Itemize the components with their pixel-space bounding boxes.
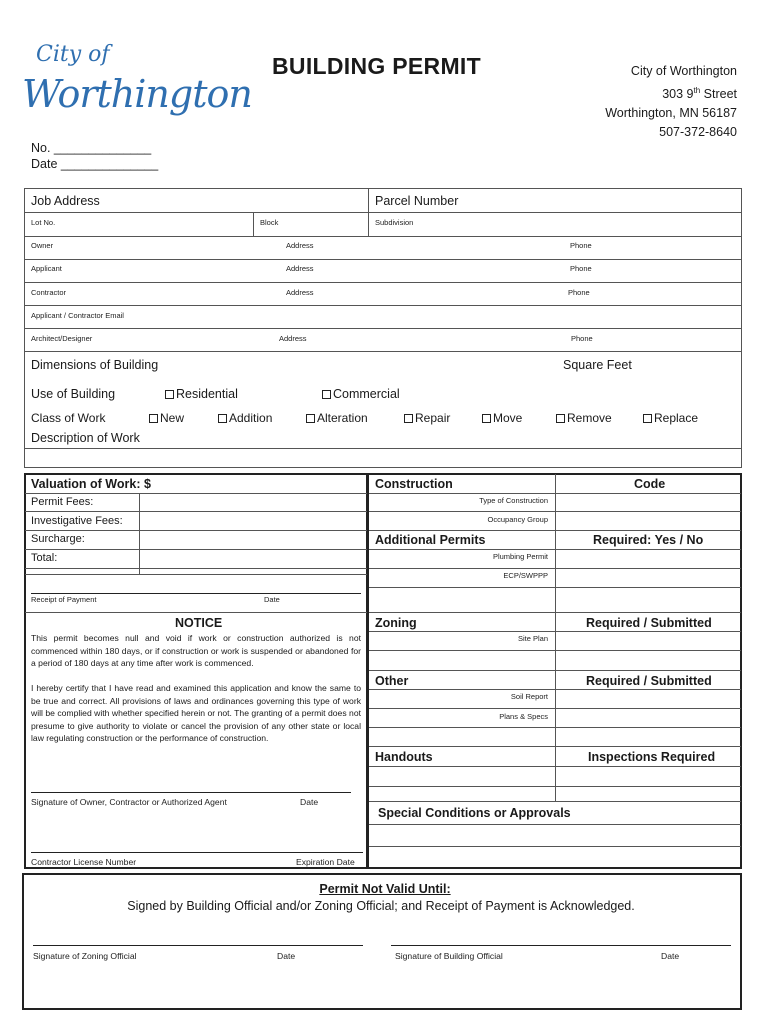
permit-no[interactable]: No. ______________ [31, 141, 152, 155]
description-field[interactable]: Description of Work [31, 431, 140, 445]
use-of-building-label: Use of Building [31, 387, 116, 401]
receipt-of-payment[interactable]: Receipt of Payment [31, 595, 97, 604]
type-of-construction-field[interactable]: Type of Construction [479, 496, 548, 505]
contractor-phone-field[interactable]: Phone [568, 288, 590, 297]
class-new-checkbox[interactable] [149, 411, 184, 425]
additional-permits-header: Additional Permits [375, 533, 486, 547]
class-remove-checkbox[interactable] [556, 411, 612, 425]
subdivision-field[interactable]: Subdivision [375, 218, 414, 227]
permit-fees-field[interactable]: Permit Fees: [31, 496, 94, 508]
sig-zoning-official[interactable]: Signature of Zoning Official [33, 951, 137, 961]
applicant-address-field[interactable]: Address [286, 264, 314, 273]
ecp-swppp-field[interactable]: ECP/SWPPP [503, 571, 548, 580]
construction-header: Construction [375, 477, 453, 491]
architect-field[interactable]: Architect/Designer [31, 334, 93, 343]
sig-zoning-date[interactable]: Date [277, 951, 296, 961]
architect-phone-field[interactable]: Phone [571, 334, 593, 343]
checkbox-icon [404, 414, 413, 423]
expiration-date-field[interactable]: Expiration Date [296, 857, 355, 867]
logo-line1: City of [36, 42, 110, 67]
class-new-label: New [160, 411, 185, 425]
street-sup: th [693, 86, 701, 95]
checkbox-icon [322, 390, 331, 399]
dimensions-field[interactable]: Dimensions of Building [31, 358, 159, 372]
zoning-required-submitted-header: Required / Submitted [586, 616, 712, 630]
class-alteration-checkbox[interactable] [306, 411, 368, 425]
handouts-header: Handouts [375, 750, 433, 764]
other-header: Other [375, 674, 409, 688]
contractor-field[interactable]: Contractor [31, 288, 67, 297]
parcel-number-field[interactable]: Parcel Number [375, 194, 459, 208]
owner-field[interactable]: Owner [31, 241, 54, 250]
contact-name: City of Worthington [630, 64, 737, 78]
residential-label: Residential [176, 387, 238, 401]
plans-specs-field[interactable]: Plans & Specs [499, 712, 548, 721]
contact-block [537, 62, 737, 142]
class-of-work-label: Class of Work [31, 411, 106, 425]
class-replace-label: Replace [654, 411, 699, 425]
checkbox-icon [482, 414, 491, 423]
residential-checkbox[interactable] [165, 387, 238, 401]
city-logo [22, 42, 252, 132]
code-header: Code [634, 477, 666, 491]
zoning-header: Zoning [375, 616, 417, 630]
class-move-label: Move [493, 411, 523, 425]
plumbing-permit-field[interactable]: Plumbing Permit [492, 552, 548, 561]
contact-city: Worthington, MN 56187 [605, 106, 737, 121]
soil-report-field[interactable]: Soil Report [510, 692, 548, 701]
contractor-address-field[interactable]: Address [286, 288, 314, 297]
checkbox-icon [556, 414, 565, 423]
applicant-field[interactable]: Applicant [31, 264, 62, 273]
class-replace-checkbox[interactable] [643, 411, 698, 425]
job-address-field[interactable]: Job Address [31, 194, 100, 208]
notice-paragraph-1: This permit becomes null and void if work or construction authorized is not commenced within 180 days, or if construction or work is suspended or abandoned for a period of 180 days at any time after work is commenced. [31, 633, 361, 669]
page-title: BUILDING PERMIT [272, 53, 481, 79]
special-conditions-header: Special Conditions or Approvals [378, 806, 571, 820]
checkbox-icon [149, 414, 158, 423]
block-field[interactable]: Block [260, 218, 279, 227]
sig-building-date[interactable]: Date [661, 951, 680, 961]
street-name: Street [700, 87, 737, 102]
street-number: 303 9 [662, 87, 694, 102]
contact-phone: 507-372-8640 [659, 125, 737, 140]
commercial-checkbox[interactable] [322, 387, 400, 401]
contact-street [537, 81, 737, 104]
occupancy-group-field[interactable]: Occupancy Group [487, 515, 548, 524]
class-alteration-label: Alteration [317, 411, 368, 425]
sig-building-official[interactable]: Signature of Building Official [395, 951, 503, 961]
owner-phone-field[interactable]: Phone [570, 241, 592, 250]
checkbox-icon [306, 414, 315, 423]
footer-title: Permit Not Valid Until: [319, 882, 451, 896]
notice-paragraph-2: I hereby certify that I have read and examined this application and know the same to be true and correct. All provisions of laws and ordinances governing this type of work will be complied with whether specified herein or not. The granting of a permit does not presume to give authority to violate or cancel the provision of any other state or local law regulating construction or the performance of construction. [31, 683, 361, 744]
sig-owner-label[interactable]: Signature of Owner, Contractor or Authorized Agent [31, 797, 227, 807]
contractor-license-field[interactable]: Contractor License Number [31, 857, 137, 867]
class-repair-checkbox[interactable] [404, 411, 450, 425]
checkbox-icon [218, 414, 227, 423]
square-feet-field[interactable]: Square Feet [563, 358, 632, 372]
class-remove-label: Remove [567, 411, 612, 425]
class-addition-checkbox[interactable] [218, 411, 272, 425]
required-yes-no-header: Required: Yes / No [593, 533, 704, 547]
receipt-date[interactable]: Date [264, 595, 280, 604]
valuation-title[interactable]: Valuation of Work: $ [31, 477, 151, 491]
investigative-fees-field[interactable]: Investigative Fees: [31, 515, 123, 527]
permit-date[interactable]: Date ______________ [31, 157, 159, 171]
surcharge-field[interactable]: Surcharge: [31, 533, 85, 545]
inspections-required-header: Inspections Required [588, 750, 716, 764]
class-addition-label: Addition [229, 411, 273, 425]
class-repair-label: Repair [415, 411, 451, 425]
class-move-checkbox[interactable] [482, 411, 522, 425]
total-field[interactable]: Total: [31, 552, 58, 564]
checkbox-icon [643, 414, 652, 423]
other-required-submitted-header: Required / Submitted [586, 674, 712, 688]
lot-no-field[interactable]: Lot No. [31, 218, 56, 227]
owner-address-field[interactable]: Address [286, 241, 314, 250]
notice-title: NOTICE [175, 616, 223, 630]
logo-line2: Worthington [22, 72, 252, 116]
architect-address-field[interactable]: Address [279, 334, 307, 343]
footer-subtitle: Signed by Building Official and/or Zoning Official; and Receipt of Payment is Acknowledged. [127, 899, 635, 913]
commercial-label: Commercial [333, 387, 400, 401]
sig-owner-date[interactable]: Date [300, 797, 319, 807]
email-field[interactable]: Applicant / Contractor Email [31, 311, 124, 320]
applicant-phone-field[interactable]: Phone [570, 264, 592, 273]
site-plan-field[interactable]: Site Plan [517, 634, 548, 643]
checkbox-icon [165, 390, 174, 399]
